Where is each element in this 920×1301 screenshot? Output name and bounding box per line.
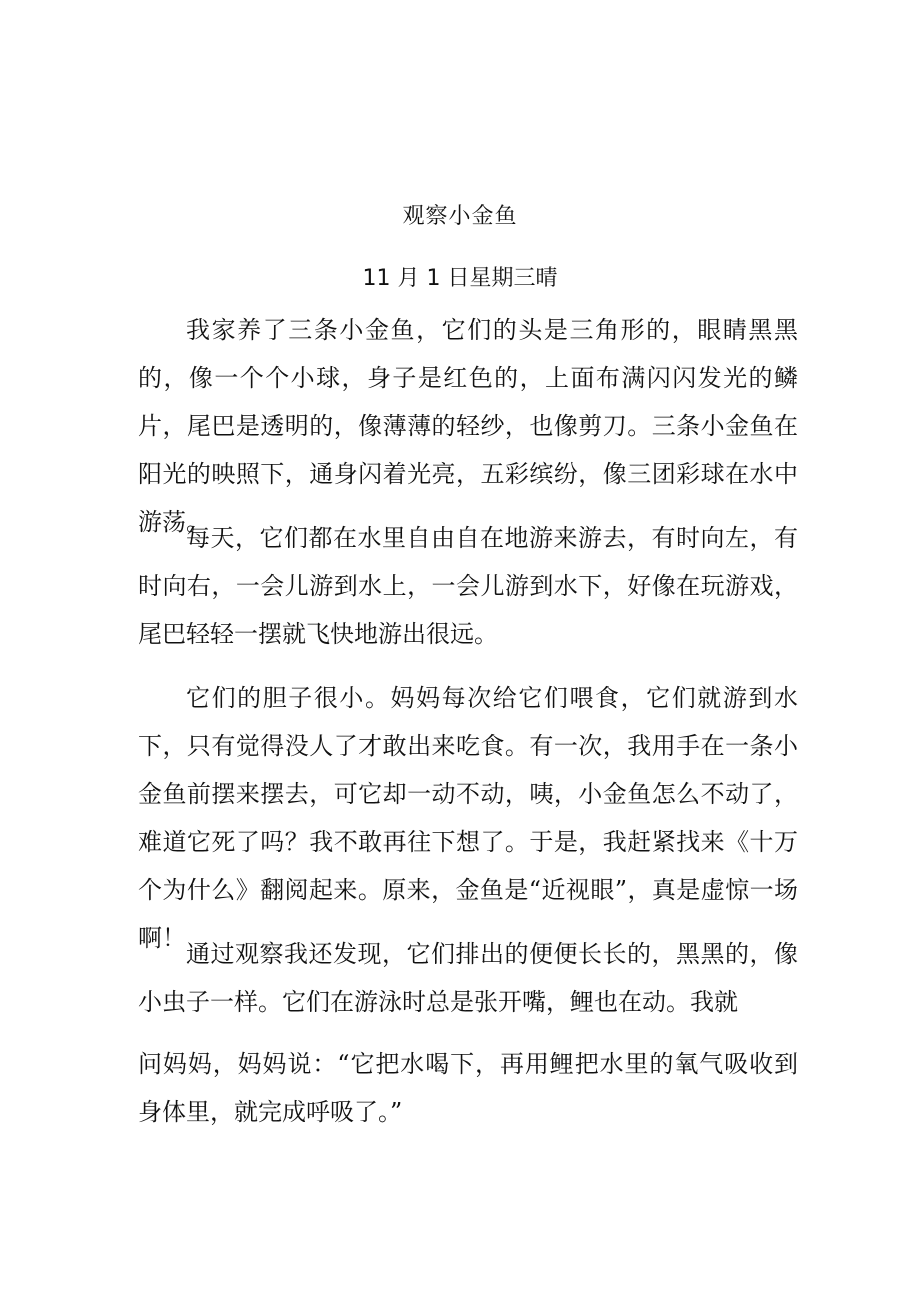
paragraph-5: 问妈妈，妈妈说：“它把水喝下，再用鲤把水里的氧气吸收到身体里，就完成呼吸了。” [138,1050,798,1126]
date-line: 11 月 1 日星期三晴 [362,266,558,291]
paragraph-2: 每天，它们都在水里自由自在地游来游去，有时向左，有时向右，一会儿游到水上，一会儿游到水下，好像在玩游戏，尾巴轻轻一摆就飞快地游出很远。 [138,524,798,648]
document-title: 观察小金鱼 [402,204,518,229]
paragraph-1: 我家养了三条小金鱼，它们的头是三角形的，眼睛黑黑的，像一个个小球，身子是红色的，上面布满闪闪发光的鳞片，尾巴是透明的，像薄薄的轻纱，也像剪刀。三条小金鱼在阳光的映照下，通身闪着光亮，五彩缤纷，像三团彩球在水中游荡。 [138,316,798,536]
paragraph-4: 通过观察我还发现，它们排出的便便长长的，黑黑的，像小虫子一样。它们在游泳时总是张开嘴，鲤也在动。我就 [138,940,798,1016]
paragraph-3: 它们的胆子很小。妈妈每次给它们喂食，它们就游到水下，只有觉得没人了才敢出来吃食。有一次，我用手在一条小金鱼前摆来摆去，可它却一动不动，咦，小金鱼怎么不动了，难道它死了吗？我不敢再往下想了。于是，我赶紧找来《十万个为什么》翻阅起来。原来，金鱼是“近视眼”，真是虚惊一场啊！ [138,684,798,952]
